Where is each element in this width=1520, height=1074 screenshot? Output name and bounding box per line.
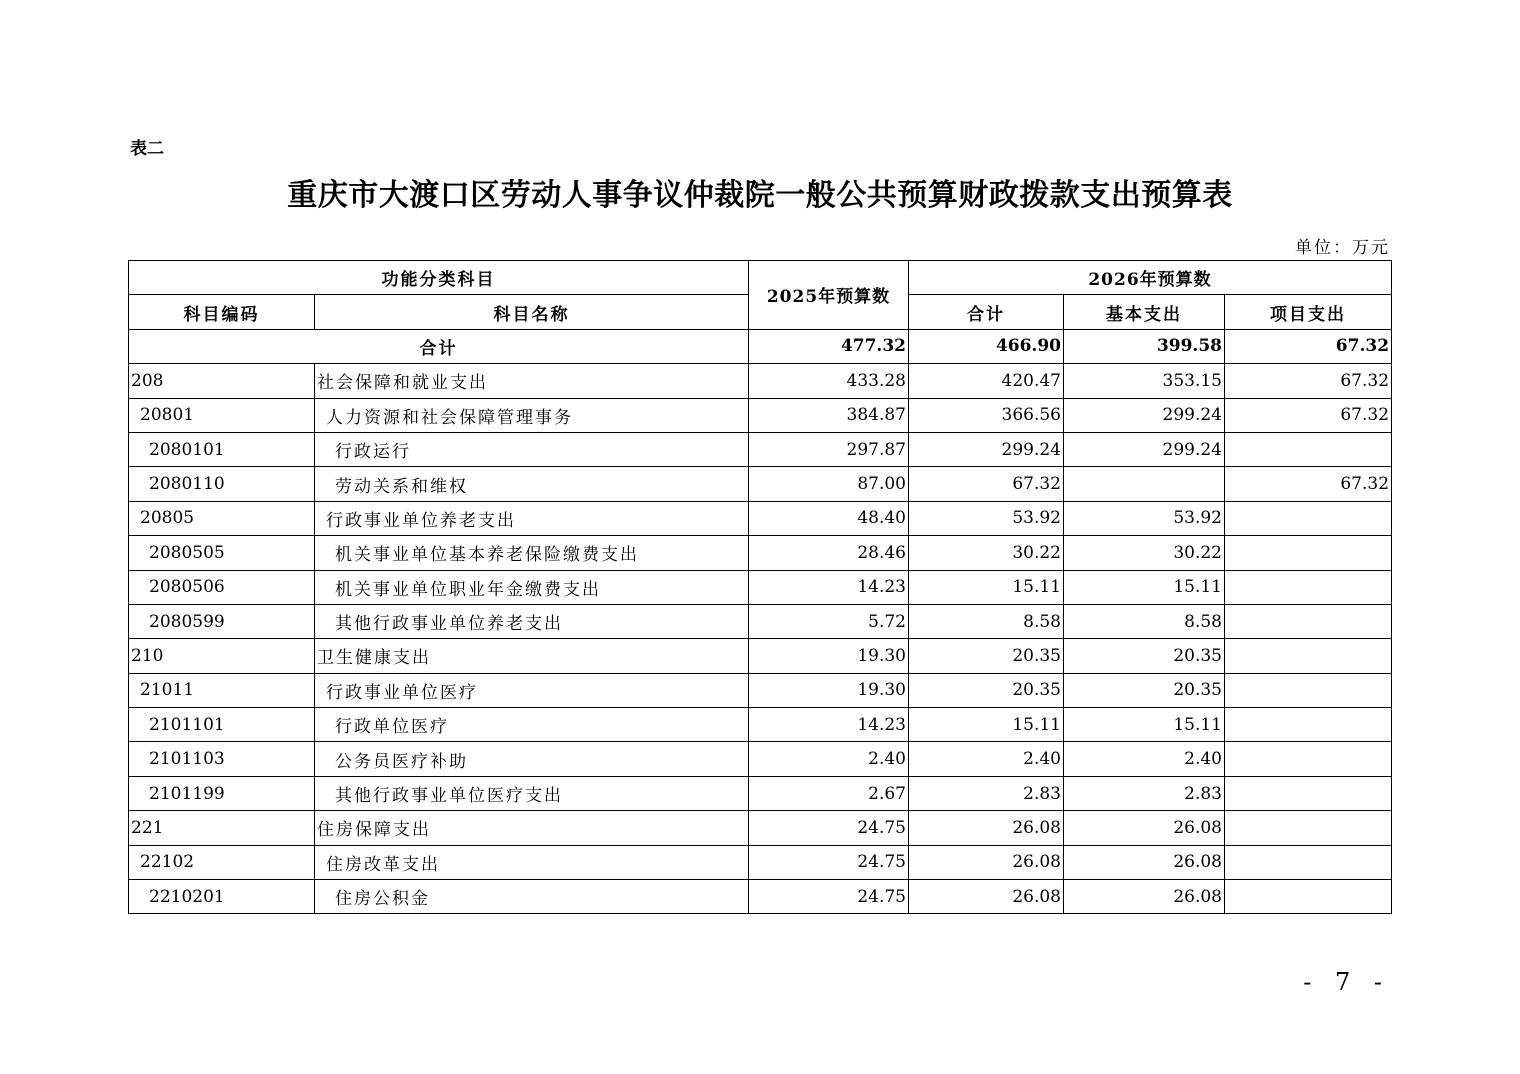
subject-code-cell: 2080505 [129, 536, 315, 570]
table-row [129, 364, 1392, 398]
table-row [129, 398, 1392, 432]
budget-2025-cell: 297.87 [749, 432, 909, 466]
table-row [129, 811, 1392, 845]
budget-2025-cell: 384.87 [749, 398, 909, 432]
subject-code-cell: 21011 [129, 673, 315, 707]
budget-2026-basic-cell: 15.11 [1064, 708, 1225, 742]
table-row [129, 880, 1392, 914]
budget-2026-project-cell [1225, 776, 1392, 810]
header-subject-code: 科目编码 [129, 295, 315, 329]
budget-2026-basic-cell: 8.58 [1064, 604, 1225, 638]
subject-name-cell: 人力资源和社会保障管理事务 [315, 398, 749, 432]
budget-2026-project-cell [1225, 570, 1392, 604]
budget-2026-basic-cell: 20.35 [1064, 639, 1225, 673]
budget-2026-total-cell: 8.58 [909, 604, 1064, 638]
header-total: 合计 [909, 295, 1064, 329]
budget-2025-cell: 87.00 [749, 467, 909, 501]
subject-code-cell: 2101199 [129, 776, 315, 810]
table-row [129, 708, 1392, 742]
subject-name-cell: 卫生健康支出 [315, 639, 749, 673]
budget-2026-basic-cell: 15.11 [1064, 570, 1225, 604]
page-number: - 7 - [1303, 968, 1390, 996]
subject-code-cell: 2210201 [129, 880, 315, 914]
budget-2026-project-cell [1225, 673, 1392, 707]
budget-2026-basic-cell: 26.08 [1064, 845, 1225, 879]
budget-2026-project-cell [1225, 639, 1392, 673]
subject-name-cell: 行政运行 [315, 432, 749, 466]
budget-2026-total-cell: 20.35 [909, 639, 1064, 673]
budget-2026-project-cell [1225, 708, 1392, 742]
subject-name-cell: 住房保障支出 [315, 811, 749, 845]
subject-name-cell: 其他行政事业单位医疗支出 [315, 776, 749, 810]
budget-2026-basic-cell: 2.83 [1064, 776, 1225, 810]
header-2025-budget: 2025年预算数 [749, 261, 909, 330]
total-row [129, 329, 1392, 363]
subject-code-cell: 22102 [129, 845, 315, 879]
subject-name-cell: 公务员医疗补助 [315, 742, 749, 776]
table-row [129, 604, 1392, 638]
budget-2026-project-cell: 67.32 [1225, 467, 1392, 501]
budget-2025-cell: 24.75 [749, 880, 909, 914]
subject-code-cell: 210 [129, 639, 315, 673]
budget-2026-total-cell: 30.22 [909, 536, 1064, 570]
subject-code-cell: 2101101 [129, 708, 315, 742]
total-2026-project: 67.32 [1225, 329, 1392, 363]
subject-name-cell: 行政事业单位医疗 [315, 673, 749, 707]
subject-code-cell: 20805 [129, 501, 315, 535]
subject-code-cell: 2101103 [129, 742, 315, 776]
subject-name-cell: 机关事业单位基本养老保险缴费支出 [315, 536, 749, 570]
budget-2026-project-cell [1225, 880, 1392, 914]
unit-label: 单位：万元 [1295, 238, 1390, 258]
budget-2026-total-cell: 20.35 [909, 673, 1064, 707]
subject-name-cell: 社会保障和就业支出 [315, 364, 749, 398]
subject-code-cell: 2080101 [129, 432, 315, 466]
table-row [129, 501, 1392, 535]
table-row [129, 673, 1392, 707]
table-row [129, 570, 1392, 604]
budget-2026-project-cell [1225, 501, 1392, 535]
budget-2026-total-cell: 420.47 [909, 364, 1064, 398]
table-label: 表二 [130, 139, 164, 159]
table-row [129, 432, 1392, 466]
budget-2026-basic-cell: 26.08 [1064, 880, 1225, 914]
subject-name-cell: 其他行政事业单位养老支出 [315, 604, 749, 638]
total-2025: 477.32 [749, 329, 909, 363]
table-row [129, 845, 1392, 879]
subject-code-cell: 20801 [129, 398, 315, 432]
budget-2026-total-cell: 2.40 [909, 742, 1064, 776]
budget-2025-cell: 48.40 [749, 501, 909, 535]
budget-2026-total-cell: 26.08 [909, 880, 1064, 914]
budget-2026-total-cell: 15.11 [909, 570, 1064, 604]
budget-2025-cell: 24.75 [749, 811, 909, 845]
subject-code-cell: 2080110 [129, 467, 315, 501]
budget-2025-cell: 19.30 [749, 639, 909, 673]
budget-2026-basic-cell: 53.92 [1064, 501, 1225, 535]
header-function-category: 功能分类科目 [129, 261, 749, 295]
subject-name-cell: 住房公积金 [315, 880, 749, 914]
budget-2025-cell: 5.72 [749, 604, 909, 638]
budget-2025-cell: 433.28 [749, 364, 909, 398]
table-row [129, 536, 1392, 570]
subject-code-cell: 208 [129, 364, 315, 398]
subject-code-cell: 2080599 [129, 604, 315, 638]
budget-2026-total-cell: 15.11 [909, 708, 1064, 742]
subject-code-cell: 221 [129, 811, 315, 845]
budget-2026-basic-cell: 299.24 [1064, 432, 1225, 466]
budget-2026-project-cell [1225, 536, 1392, 570]
budget-2026-total-cell: 366.56 [909, 398, 1064, 432]
budget-2026-total-cell: 26.08 [909, 845, 1064, 879]
page-title: 重庆市大渡口区劳动人事争议仲裁院一般公共预算财政拨款支出预算表 [287, 178, 1233, 213]
header-2026-budget: 2026年预算数 [909, 261, 1392, 295]
budget-2025-cell: 14.23 [749, 570, 909, 604]
table-row [129, 639, 1392, 673]
budget-2025-cell: 19.30 [749, 673, 909, 707]
budget-2026-basic-cell: 30.22 [1064, 536, 1225, 570]
header-subject-name: 科目名称 [315, 295, 749, 329]
subject-name-cell: 机关事业单位职业年金缴费支出 [315, 570, 749, 604]
table-row [129, 776, 1392, 810]
budget-2026-project-cell: 67.32 [1225, 398, 1392, 432]
subject-name-cell: 住房改革支出 [315, 845, 749, 879]
budget-2025-cell: 14.23 [749, 708, 909, 742]
subject-name-cell: 劳动关系和维权 [315, 467, 749, 501]
budget-2026-basic-cell: 20.35 [1064, 673, 1225, 707]
budget-2026-total-cell: 67.32 [909, 467, 1064, 501]
budget-2026-basic-cell [1064, 467, 1225, 501]
budget-2026-project-cell [1225, 845, 1392, 879]
budget-2026-project-cell [1225, 811, 1392, 845]
total-label: 合计 [129, 329, 749, 363]
budget-2026-total-cell: 53.92 [909, 501, 1064, 535]
header-row-1 [129, 261, 1392, 295]
budget-2026-basic-cell: 299.24 [1064, 398, 1225, 432]
budget-2025-cell: 2.67 [749, 776, 909, 810]
header-basic-expenditure: 基本支出 [1064, 295, 1225, 329]
budget-2026-total-cell: 299.24 [909, 432, 1064, 466]
table-row [129, 742, 1392, 776]
budget-2025-cell: 2.40 [749, 742, 909, 776]
budget-2026-project-cell: 67.32 [1225, 364, 1392, 398]
budget-2026-project-cell [1225, 604, 1392, 638]
budget-2026-basic-cell: 2.40 [1064, 742, 1225, 776]
total-2026-total: 466.90 [909, 329, 1064, 363]
table-row [129, 467, 1392, 501]
budget-2026-project-cell [1225, 432, 1392, 466]
subject-name-cell: 行政事业单位养老支出 [315, 501, 749, 535]
total-2026-basic: 399.58 [1064, 329, 1225, 363]
budget-2026-basic-cell: 353.15 [1064, 364, 1225, 398]
budget-2026-project-cell [1225, 742, 1392, 776]
budget-2025-cell: 24.75 [749, 845, 909, 879]
budget-table [128, 260, 1392, 914]
budget-2025-cell: 28.46 [749, 536, 909, 570]
header-project-expenditure: 项目支出 [1225, 295, 1392, 329]
subject-code-cell: 2080506 [129, 570, 315, 604]
budget-2026-total-cell: 2.83 [909, 776, 1064, 810]
budget-2026-total-cell: 26.08 [909, 811, 1064, 845]
budget-2026-basic-cell: 26.08 [1064, 811, 1225, 845]
subject-name-cell: 行政单位医疗 [315, 708, 749, 742]
